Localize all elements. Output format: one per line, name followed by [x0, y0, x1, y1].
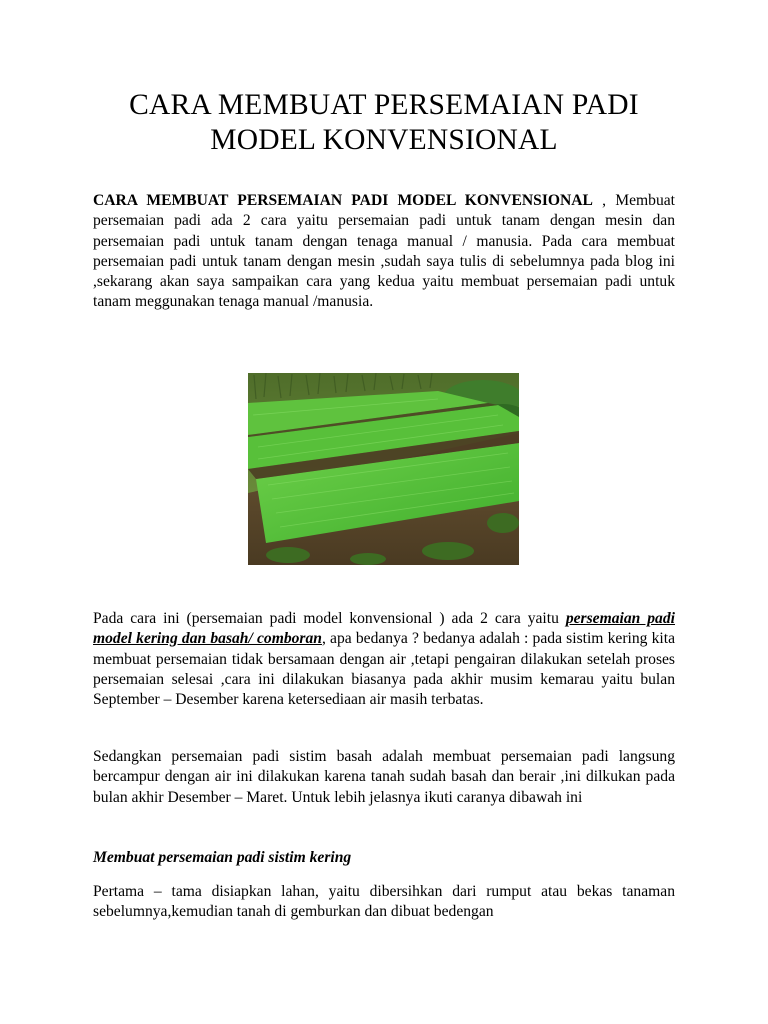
- methods-text-before: Pada cara ini (persemaian padi model konvensional ) ada 2 cara yaitu: [93, 610, 566, 627]
- step-one-paragraph: Pertama – tama disiapkan lahan, yaitu dibersihkan dari rumput atau bekas tanaman sebelumnya,kemudian tanah di gemburkan dan dibuat bedengan: [93, 883, 675, 921]
- methods-paragraph: [93, 609, 675, 710]
- methods-emphasis: persemaian padi model kering dan basah/ comboran: [93, 610, 675, 648]
- document-title: CARA MEMBUAT PERSEMAIAN PADI MODEL KONVENSIONAL: [129, 89, 639, 156]
- rice-seedbed-photo: [248, 373, 519, 565]
- methods-text-after: , apa bedanya ? bedanya adalah : pada sistim kering kita membuat persemaian tidak bersamaan dengan air ,tetapi pengairan dilakukan setelah proses persemaian selesai ,cara ini dilakukan biasanya pada akhir musim kemarau yaitu bulan September – Desember karena ketersediaan air masih terbatas.: [93, 630, 675, 709]
- intro-text: , Membuat persemaian padi ada 2 cara yaitu persemaian padi untuk tanam dengan mesin dan persemaian padi untuk tanam dengan tenaga manual / manusia. Pada cara membuat persemaian padi untuk tanam dengan mesin ,sudah saya tulis di sebelumnya pada blog ini ,sekarang akan saya sampaikan cara yang kedua yaitu membuat persemaian padi untuk tanam meggunakan tenaga manual /manusia.: [93, 192, 675, 311]
- section-subheading: Membuat persemaian padi sistim kering: [93, 849, 352, 866]
- intro-lead: CARA MEMBUAT PERSEMAIAN PADI MODEL KONVENSIONAL: [93, 192, 593, 209]
- wet-system-paragraph: Sedangkan persemaian padi sistim basah adalah membuat persemaian padi langsung bercampur dengan air ini dilakukan karena tanah sudah basah dan berair ,ini dilkukan pada bulan akhir Desember – Maret. Untuk lebih jelasnya ikuti caranya dibawah ini: [93, 748, 675, 806]
- intro-paragraph: [93, 191, 675, 313]
